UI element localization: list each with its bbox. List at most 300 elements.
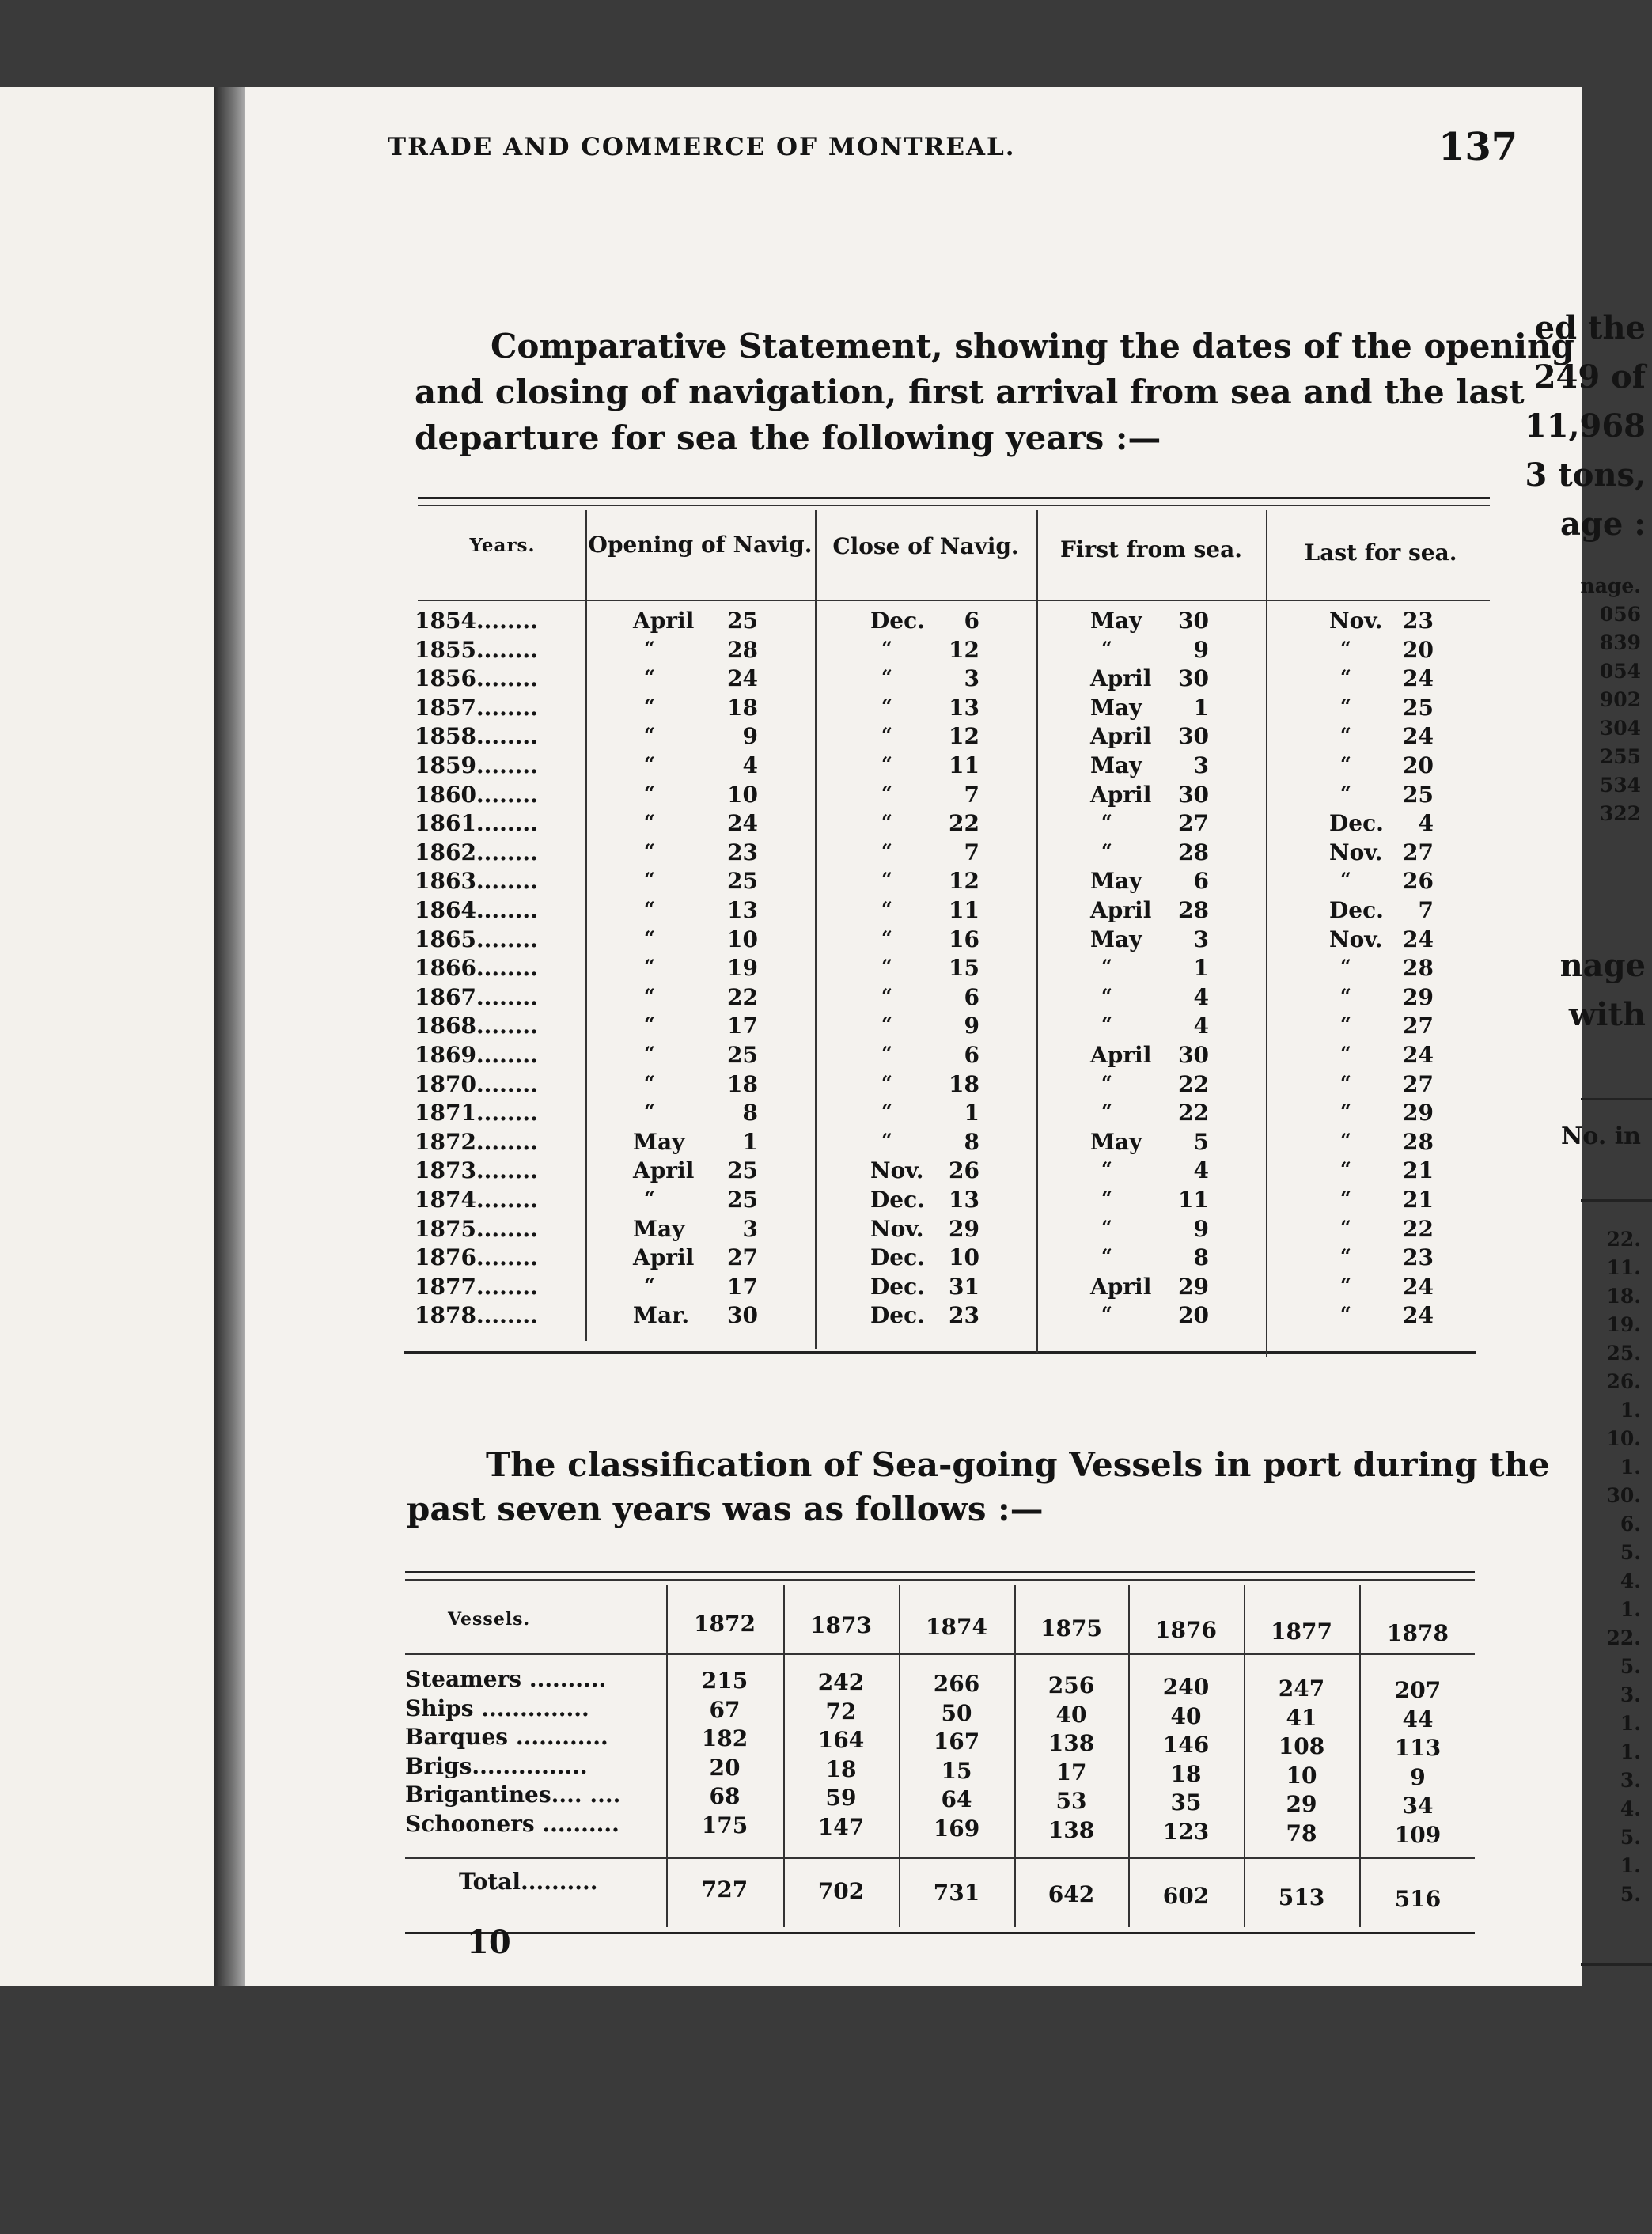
nav-cell-first-month: April bbox=[1090, 897, 1152, 923]
nav-cell-opening-month: April bbox=[633, 1157, 695, 1184]
nav-cell-last-day: 22 bbox=[1403, 1215, 1434, 1242]
nav-cell-last-day: 23 bbox=[1403, 608, 1434, 634]
nav-cell-opening-month: May bbox=[633, 1128, 685, 1155]
nav-cell-first-day: 22 bbox=[1178, 1100, 1209, 1126]
nav-cell-opening-day: 3 bbox=[742, 1215, 758, 1242]
left-page-col-head: No. in bbox=[1560, 1123, 1641, 1150]
vessel-count-cell: 169 bbox=[933, 1815, 980, 1842]
nav-cell-last-day: 29 bbox=[1403, 1100, 1434, 1126]
nav-cell-year: 1856........ bbox=[415, 665, 538, 692]
nav-cell-opening-month: “ bbox=[644, 897, 655, 920]
nav-cell-last-month: “ bbox=[1340, 1157, 1351, 1181]
vessel-count-cell: 41 bbox=[1286, 1704, 1317, 1731]
left-page-col-value: 26. bbox=[1606, 1370, 1641, 1393]
nav-cell-first-day: 1 bbox=[1193, 694, 1209, 721]
vessel-count-cell: 53 bbox=[1055, 1788, 1087, 1814]
nav-cell-close-day: 18 bbox=[949, 1070, 979, 1097]
nav-cell-first-month: “ bbox=[1101, 955, 1112, 979]
nav-cell-first-day: 8 bbox=[1193, 1244, 1209, 1271]
vessels-col-divider bbox=[1359, 1585, 1361, 1927]
nav-cell-last-day: 21 bbox=[1403, 1157, 1434, 1184]
nav-cell-close-day: 11 bbox=[949, 752, 979, 778]
vessels-table-header-rule bbox=[405, 1653, 1475, 1655]
nav-cell-last-day: 24 bbox=[1403, 1273, 1434, 1300]
vessel-count-cell: 266 bbox=[933, 1671, 980, 1697]
nav-cell-close-day: 16 bbox=[949, 926, 979, 952]
vessels-col-divider bbox=[1244, 1585, 1245, 1927]
vessels-header-label: Vessels. bbox=[448, 1609, 531, 1630]
left-page-col-value: 1. bbox=[1620, 1712, 1641, 1735]
nav-cell-opening-day: 9 bbox=[742, 723, 758, 750]
nav-cell-year: 1855........ bbox=[415, 636, 538, 663]
nav-cell-first-day: 28 bbox=[1178, 839, 1209, 865]
nav-cell-year: 1865........ bbox=[415, 926, 538, 952]
nav-cell-opening-day: 25 bbox=[727, 868, 758, 895]
nav-cell-last-day: 20 bbox=[1403, 636, 1434, 663]
nav-cell-year: 1875........ bbox=[415, 1215, 538, 1242]
nav-cell-opening-day: 10 bbox=[727, 926, 758, 952]
nav-cell-first-day: 1 bbox=[1193, 955, 1209, 982]
vessels-header-year: 1878 bbox=[1387, 1620, 1449, 1646]
nav-cell-last-day: 24 bbox=[1403, 926, 1434, 952]
nav-cell-first-day: 5 bbox=[1193, 1128, 1209, 1155]
nav-cell-last-month: “ bbox=[1340, 1273, 1351, 1297]
nav-cell-opening-day: 28 bbox=[727, 636, 758, 663]
left-page-col-value: 1. bbox=[1620, 1598, 1641, 1621]
nav-cell-last-day: 4 bbox=[1418, 810, 1434, 837]
nav-cell-first-month: May bbox=[1090, 608, 1142, 634]
vessel-count-cell: 18 bbox=[825, 1755, 857, 1782]
nav-cell-close-day: 15 bbox=[949, 955, 979, 982]
nav-cell-opening-month: “ bbox=[644, 1013, 655, 1036]
nav-cell-year: 1867........ bbox=[415, 983, 538, 1010]
nav-cell-opening-month: “ bbox=[644, 723, 655, 747]
nav-cell-close-day: 9 bbox=[964, 1013, 979, 1039]
vessel-count-cell: 113 bbox=[1394, 1735, 1442, 1761]
nav-cell-opening-day: 24 bbox=[727, 810, 758, 837]
nav-cell-opening-day: 13 bbox=[727, 897, 758, 923]
nav-table-header-rule bbox=[418, 600, 1490, 601]
nav-cell-last-day: 28 bbox=[1403, 1128, 1434, 1155]
nav-cell-opening-day: 22 bbox=[727, 983, 758, 1010]
vessels-table-top-rule bbox=[405, 1571, 1475, 1573]
vessel-count-cell: 9 bbox=[1410, 1763, 1426, 1790]
left-page-line: age : bbox=[1559, 505, 1646, 543]
nav-cell-opening-day: 27 bbox=[727, 1244, 758, 1271]
nav-cell-opening-month: “ bbox=[644, 752, 655, 775]
nav-cell-close-day: 13 bbox=[949, 694, 979, 721]
vessel-count-cell: 17 bbox=[1055, 1759, 1087, 1785]
nav-cell-last-month: “ bbox=[1340, 665, 1351, 689]
nav-header-opening: Opening of Navig. bbox=[588, 532, 813, 558]
vessel-type-label: Ships .............. bbox=[405, 1694, 589, 1721]
left-page-col-value: 11. bbox=[1606, 1256, 1641, 1279]
left-page-small-line: 304 bbox=[1599, 717, 1641, 740]
nav-cell-opening-day: 4 bbox=[742, 752, 758, 778]
intro-line-1: Comparative Statement, showing the dates of the opening bbox=[491, 327, 1574, 365]
nav-cell-opening-month: “ bbox=[644, 868, 655, 892]
left-page-col-value: 5. bbox=[1620, 1541, 1641, 1564]
nav-header-last: Last for sea. bbox=[1304, 540, 1457, 566]
vessels-header-year: 1875 bbox=[1040, 1615, 1102, 1641]
vessel-count-cell: 72 bbox=[825, 1698, 857, 1725]
nav-cell-first-day: 11 bbox=[1178, 1187, 1209, 1213]
vessels-col-divider bbox=[1014, 1585, 1016, 1927]
nav-cell-opening-month: “ bbox=[644, 694, 655, 718]
nav-cell-close-day: 11 bbox=[949, 897, 979, 923]
nav-cell-close-day: 6 bbox=[964, 1042, 979, 1068]
nav-cell-first-month: “ bbox=[1101, 1244, 1112, 1268]
nav-cell-close-month: “ bbox=[881, 1013, 892, 1036]
vessel-count-cell: 138 bbox=[1048, 1816, 1095, 1843]
vessels-header-year: 1874 bbox=[926, 1614, 987, 1640]
left-page-col-value: 1. bbox=[1620, 1456, 1641, 1479]
nav-cell-close-day: 6 bbox=[964, 608, 979, 634]
nav-cell-first-month: April bbox=[1090, 781, 1152, 808]
vessels-table-total-rule bbox=[405, 1857, 1475, 1859]
vessels-total-cell: 731 bbox=[933, 1880, 980, 1906]
nav-cell-last-day: 27 bbox=[1403, 1070, 1434, 1097]
vessels-col-divider bbox=[783, 1585, 785, 1927]
nav-table-top-rule-2 bbox=[418, 505, 1490, 506]
vessel-count-cell: 20 bbox=[709, 1754, 741, 1781]
nav-cell-first-day: 3 bbox=[1193, 926, 1209, 952]
vessels-total-cell: 702 bbox=[817, 1878, 865, 1904]
left-page-col-value: 22. bbox=[1606, 1626, 1641, 1649]
left-page-col-value: 1. bbox=[1620, 1399, 1641, 1422]
nav-cell-last-month: “ bbox=[1340, 955, 1351, 979]
signature-mark: 10 bbox=[467, 1924, 511, 1961]
vessel-count-cell: 147 bbox=[817, 1813, 865, 1840]
nav-cell-close-day: 13 bbox=[949, 1187, 979, 1213]
vessel-count-cell: 108 bbox=[1278, 1733, 1325, 1759]
vessel-type-label: Brigs............... bbox=[405, 1752, 588, 1779]
nav-cell-year: 1876........ bbox=[415, 1244, 538, 1271]
nav-cell-opening-month: “ bbox=[644, 1273, 655, 1297]
nav-cell-close-day: 31 bbox=[949, 1273, 979, 1300]
nav-cell-last-day: 27 bbox=[1403, 839, 1434, 865]
classification-line-1: The classification of Sea-going Vessels in port during the bbox=[486, 1445, 1550, 1484]
nav-header-close: Close of Navig. bbox=[832, 533, 1019, 559]
left-page-line: 11,968 bbox=[1524, 407, 1646, 445]
nav-cell-year: 1859........ bbox=[415, 752, 538, 778]
nav-cell-opening-month: “ bbox=[644, 1100, 655, 1123]
nav-cell-first-month: May bbox=[1090, 868, 1142, 895]
nav-col-divider-3 bbox=[1036, 510, 1038, 1353]
left-page-rule bbox=[1581, 1098, 1652, 1100]
nav-cell-opening-month: “ bbox=[644, 955, 655, 979]
nav-col-divider-2 bbox=[815, 510, 817, 1349]
nav-cell-last-month: “ bbox=[1340, 1100, 1351, 1123]
nav-cell-close-month: Nov. bbox=[870, 1215, 924, 1242]
left-page-col-value: 1. bbox=[1620, 1854, 1641, 1877]
vessels-header-year: 1873 bbox=[810, 1612, 872, 1638]
nav-cell-year: 1878........ bbox=[415, 1302, 538, 1329]
left-page-col-value: 30. bbox=[1606, 1484, 1641, 1507]
vessels-col-divider bbox=[666, 1585, 668, 1927]
nav-cell-opening-day: 10 bbox=[727, 781, 758, 808]
nav-cell-first-day: 9 bbox=[1193, 1215, 1209, 1242]
nav-cell-opening-day: 25 bbox=[727, 608, 758, 634]
vessel-type-label: Barques ............ bbox=[405, 1724, 608, 1750]
nav-cell-last-month: Nov. bbox=[1329, 839, 1383, 865]
nav-cell-opening-day: 25 bbox=[727, 1157, 758, 1184]
left-page-small-line: 902 bbox=[1599, 688, 1641, 711]
nav-cell-close-month: Nov. bbox=[870, 1157, 924, 1184]
nav-cell-first-day: 9 bbox=[1193, 636, 1209, 663]
nav-cell-opening-month: “ bbox=[644, 1042, 655, 1065]
nav-cell-first-month: May bbox=[1090, 752, 1142, 778]
nav-cell-year: 1863........ bbox=[415, 868, 538, 895]
nav-cell-last-month: “ bbox=[1340, 694, 1351, 718]
nav-cell-year: 1854........ bbox=[415, 608, 538, 634]
vessels-total-cell: 727 bbox=[701, 1876, 748, 1903]
nav-cell-last-month: “ bbox=[1340, 983, 1351, 1007]
nav-cell-first-day: 6 bbox=[1193, 868, 1209, 895]
nav-cell-year: 1873........ bbox=[415, 1157, 538, 1184]
nav-cell-first-month: May bbox=[1090, 694, 1142, 721]
left-page-col-value: 5. bbox=[1620, 1826, 1641, 1849]
vessel-count-cell: 59 bbox=[825, 1785, 857, 1811]
vessel-count-cell: 164 bbox=[817, 1727, 865, 1753]
nav-cell-last-day: 21 bbox=[1403, 1187, 1434, 1213]
nav-cell-close-month: “ bbox=[881, 781, 892, 805]
nav-cell-close-month: Dec. bbox=[870, 1244, 925, 1271]
nav-header-first: First from sea. bbox=[1059, 536, 1243, 562]
vessel-count-cell: 240 bbox=[1162, 1674, 1210, 1700]
nav-cell-first-day: 22 bbox=[1178, 1070, 1209, 1097]
vessel-count-cell: 68 bbox=[709, 1783, 741, 1809]
nav-cell-first-month: “ bbox=[1101, 1100, 1112, 1123]
nav-cell-close-day: 7 bbox=[964, 839, 979, 865]
nav-cell-opening-month: “ bbox=[644, 665, 655, 689]
left-page-col-value: 10. bbox=[1606, 1427, 1641, 1450]
nav-cell-first-month: April bbox=[1090, 1273, 1152, 1300]
left-page-line: 249 of bbox=[1533, 358, 1646, 396]
nav-cell-first-month: May bbox=[1090, 926, 1142, 952]
nav-cell-opening-day: 8 bbox=[742, 1100, 758, 1126]
nav-cell-opening-day: 17 bbox=[727, 1013, 758, 1039]
nav-cell-first-day: 4 bbox=[1193, 1157, 1209, 1184]
nav-cell-last-day: 24 bbox=[1403, 665, 1434, 692]
nav-cell-year: 1872........ bbox=[415, 1128, 538, 1155]
nav-cell-opening-day: 25 bbox=[727, 1187, 758, 1213]
nav-cell-opening-month: “ bbox=[644, 1187, 655, 1210]
vessel-count-cell: 215 bbox=[701, 1668, 748, 1694]
vessel-count-cell: 242 bbox=[817, 1669, 865, 1695]
nav-cell-last-day: 24 bbox=[1403, 1302, 1434, 1329]
vessel-count-cell: 34 bbox=[1402, 1793, 1434, 1819]
classification-line-2: past seven years was as follows :— bbox=[407, 1490, 1044, 1528]
nav-cell-year: 1877........ bbox=[415, 1273, 538, 1300]
nav-cell-first-day: 30 bbox=[1178, 781, 1209, 808]
intro-line-3: departure for sea the following years :— bbox=[415, 418, 1161, 457]
nav-cell-year: 1871........ bbox=[415, 1100, 538, 1126]
nav-cell-first-month: “ bbox=[1101, 1187, 1112, 1210]
nav-cell-close-month: “ bbox=[881, 955, 892, 979]
vessels-col-divider bbox=[899, 1585, 900, 1927]
vessel-count-cell: 256 bbox=[1048, 1672, 1095, 1698]
vessel-count-cell: 67 bbox=[709, 1696, 741, 1723]
left-page-small-line: 056 bbox=[1599, 603, 1641, 626]
nav-table-bottom-rule bbox=[404, 1351, 1476, 1354]
nav-cell-close-day: 12 bbox=[949, 723, 979, 750]
nav-cell-opening-month: “ bbox=[644, 926, 655, 949]
vessels-total-cell: 642 bbox=[1048, 1881, 1095, 1907]
nav-cell-first-month: “ bbox=[1101, 1070, 1112, 1094]
nav-cell-close-day: 22 bbox=[949, 810, 979, 837]
nav-cell-opening-day: 25 bbox=[727, 1042, 758, 1068]
nav-cell-first-day: 30 bbox=[1178, 665, 1209, 692]
left-page-col-value: 3. bbox=[1620, 1769, 1641, 1792]
left-page-small-line: 839 bbox=[1599, 631, 1641, 654]
left-page-col-value: 19. bbox=[1606, 1313, 1641, 1336]
nav-cell-close-month: “ bbox=[881, 752, 892, 775]
vessel-count-cell: 123 bbox=[1162, 1818, 1210, 1845]
nav-cell-year: 1862........ bbox=[415, 839, 538, 865]
nav-cell-first-month: “ bbox=[1101, 839, 1112, 862]
nav-cell-close-day: 23 bbox=[949, 1302, 979, 1329]
vessel-type-label: Steamers .......... bbox=[405, 1666, 607, 1692]
nav-cell-first-month: April bbox=[1090, 1042, 1152, 1068]
nav-cell-close-month: “ bbox=[881, 1042, 892, 1065]
nav-cell-opening-month: April bbox=[633, 608, 695, 634]
nav-cell-close-month: “ bbox=[881, 636, 892, 660]
nav-cell-last-month: “ bbox=[1340, 1302, 1351, 1326]
nav-cell-last-day: 26 bbox=[1403, 868, 1434, 895]
vessels-total-cell: 513 bbox=[1278, 1884, 1325, 1910]
nav-cell-last-month: “ bbox=[1340, 781, 1351, 805]
nav-cell-first-day: 29 bbox=[1178, 1273, 1209, 1300]
left-page-rule bbox=[1581, 1199, 1652, 1202]
nav-cell-last-month: “ bbox=[1340, 1128, 1351, 1152]
nav-cell-last-month: “ bbox=[1340, 1215, 1351, 1239]
vessels-total-cell: 516 bbox=[1394, 1886, 1442, 1912]
nav-cell-last-day: 25 bbox=[1403, 694, 1434, 721]
nav-cell-opening-day: 1 bbox=[742, 1128, 758, 1155]
left-page-col-value: 1. bbox=[1620, 1740, 1641, 1763]
vessel-count-cell: 10 bbox=[1286, 1762, 1317, 1789]
left-page-col-value: 25. bbox=[1606, 1342, 1641, 1365]
nav-cell-first-month: “ bbox=[1101, 1302, 1112, 1326]
left-page-col-value: 22. bbox=[1606, 1228, 1641, 1251]
nav-cell-year: 1869........ bbox=[415, 1042, 538, 1068]
vessels-header-year: 1877 bbox=[1271, 1619, 1332, 1645]
nav-cell-first-day: 30 bbox=[1178, 608, 1209, 634]
nav-cell-last-month: Dec. bbox=[1329, 897, 1384, 923]
nav-cell-last-day: 24 bbox=[1403, 723, 1434, 750]
nav-cell-year: 1866........ bbox=[415, 955, 538, 982]
vessels-total-label: Total.......... bbox=[459, 1869, 598, 1895]
left-page-col-value: 18. bbox=[1606, 1285, 1641, 1308]
vessel-count-cell: 40 bbox=[1170, 1702, 1202, 1729]
left-facing-page bbox=[0, 87, 214, 1986]
vessel-count-cell: 29 bbox=[1286, 1791, 1317, 1817]
nav-cell-close-month: Dec. bbox=[870, 1302, 925, 1329]
nav-table-top-rule bbox=[418, 497, 1490, 499]
nav-cell-close-day: 1 bbox=[964, 1100, 979, 1126]
nav-cell-opening-month: Mar. bbox=[633, 1302, 690, 1329]
nav-cell-last-day: 25 bbox=[1403, 781, 1434, 808]
vessel-type-label: Brigantines.... .... bbox=[405, 1782, 621, 1808]
nav-cell-first-day: 20 bbox=[1178, 1302, 1209, 1329]
nav-cell-close-month: “ bbox=[881, 723, 892, 747]
left-page-small-line: 322 bbox=[1599, 802, 1641, 825]
nav-cell-close-month: “ bbox=[881, 1070, 892, 1094]
nav-cell-close-day: 8 bbox=[964, 1128, 979, 1155]
nav-cell-last-month: “ bbox=[1340, 1187, 1351, 1210]
vessel-count-cell: 44 bbox=[1402, 1706, 1434, 1732]
nav-cell-last-day: 24 bbox=[1403, 1042, 1434, 1068]
nav-cell-close-day: 3 bbox=[964, 665, 979, 692]
nav-cell-opening-month: “ bbox=[644, 636, 655, 660]
nav-cell-opening-month: “ bbox=[644, 983, 655, 1007]
nav-cell-year: 1861........ bbox=[415, 810, 538, 837]
nav-cell-last-month: “ bbox=[1340, 1070, 1351, 1094]
nav-cell-last-day: 20 bbox=[1403, 752, 1434, 778]
nav-cell-last-day: 7 bbox=[1418, 897, 1434, 923]
nav-cell-close-day: 10 bbox=[949, 1244, 979, 1271]
nav-cell-last-day: 28 bbox=[1403, 955, 1434, 982]
nav-cell-close-day: 12 bbox=[949, 636, 979, 663]
nav-cell-year: 1860........ bbox=[415, 781, 538, 808]
vessel-count-cell: 18 bbox=[1170, 1760, 1202, 1787]
nav-cell-close-month: Dec. bbox=[870, 1273, 925, 1300]
running-title: TRADE AND COMMERCE OF MONTREAL. bbox=[388, 133, 1016, 161]
left-page-col-value: 5. bbox=[1620, 1883, 1641, 1906]
vessel-count-cell: 35 bbox=[1170, 1789, 1202, 1816]
nav-cell-year: 1857........ bbox=[415, 694, 538, 721]
left-page-small-line: 054 bbox=[1599, 660, 1641, 683]
vessel-count-cell: 182 bbox=[701, 1725, 748, 1751]
nav-cell-first-day: 3 bbox=[1193, 752, 1209, 778]
nav-cell-last-month: “ bbox=[1340, 1042, 1351, 1065]
nav-cell-last-month: “ bbox=[1340, 1013, 1351, 1036]
vessel-count-cell: 15 bbox=[941, 1757, 972, 1784]
nav-cell-close-month: “ bbox=[881, 810, 892, 834]
vessels-total-cell: 602 bbox=[1162, 1883, 1210, 1909]
vessel-count-cell: 40 bbox=[1055, 1701, 1087, 1728]
nav-col-divider-1 bbox=[585, 510, 587, 1341]
nav-cell-first-month: May bbox=[1090, 1128, 1142, 1155]
nav-cell-first-month: “ bbox=[1101, 1013, 1112, 1036]
nav-cell-year: 1870........ bbox=[415, 1070, 538, 1097]
left-page-line: ed the bbox=[1534, 309, 1646, 346]
nav-cell-opening-day: 18 bbox=[727, 1070, 758, 1097]
left-page-lower-line: with bbox=[1568, 996, 1646, 1033]
nav-cell-last-month: “ bbox=[1340, 723, 1351, 747]
vessel-type-label: Schooners .......... bbox=[405, 1810, 620, 1837]
nav-cell-close-month: Dec. bbox=[870, 608, 925, 634]
nav-cell-first-day: 4 bbox=[1193, 1013, 1209, 1039]
nav-cell-first-day: 30 bbox=[1178, 1042, 1209, 1068]
nav-cell-close-month: “ bbox=[881, 694, 892, 718]
nav-cell-last-day: 23 bbox=[1403, 1244, 1434, 1271]
nav-cell-last-month: “ bbox=[1340, 868, 1351, 892]
nav-header-years: Years. bbox=[469, 535, 536, 556]
nav-cell-close-day: 6 bbox=[964, 983, 979, 1010]
nav-cell-year: 1858........ bbox=[415, 723, 538, 750]
vessel-count-cell: 207 bbox=[1394, 1677, 1442, 1703]
vessel-count-cell: 78 bbox=[1286, 1819, 1317, 1846]
vessels-header-year: 1872 bbox=[694, 1611, 756, 1637]
nav-cell-opening-day: 17 bbox=[727, 1273, 758, 1300]
nav-cell-last-month: Nov. bbox=[1329, 926, 1383, 952]
nav-cell-last-month: Dec. bbox=[1329, 810, 1384, 837]
left-page-small-line: nage. bbox=[1580, 574, 1641, 597]
nav-cell-year: 1868........ bbox=[415, 1013, 538, 1039]
nav-cell-first-month: “ bbox=[1101, 1215, 1112, 1239]
